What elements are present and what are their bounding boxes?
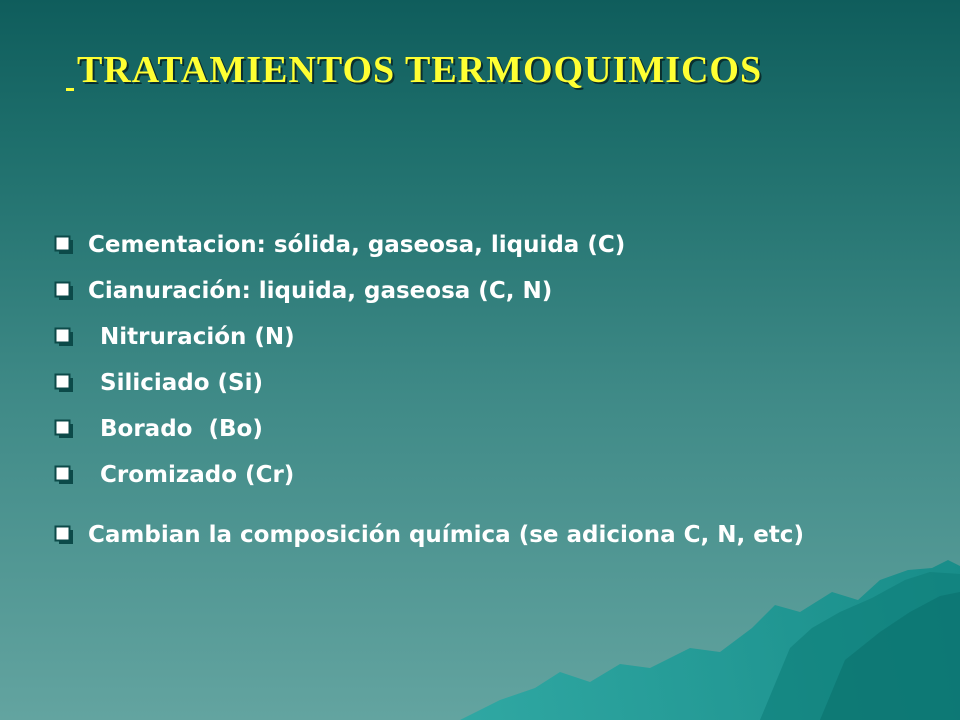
title-dash-mark — [66, 88, 74, 91]
slide-title: TRATAMIENTOS TERMOQUIMICOS — [77, 49, 763, 91]
hollow-square-bullet-icon — [54, 235, 74, 255]
hollow-square-bullet-icon — [54, 525, 74, 545]
hollow-square-bullet-icon — [54, 327, 74, 347]
hollow-square-bullet-icon — [54, 465, 74, 485]
bullet-text: Cambian la composición química (se adiciona C, N, etc) — [88, 522, 804, 548]
bullet-item-nitruracion — [54, 322, 884, 352]
bullet-item-cementacion — [54, 230, 884, 260]
hollow-square-bullet-icon — [54, 281, 74, 301]
bullet-text: Cianuración: liquida, gaseosa (C, N) — [88, 278, 553, 304]
bullet-text: Cromizado (Cr) — [100, 462, 295, 488]
hollow-square-bullet-icon — [54, 373, 74, 393]
bullet-text: Nitruración (N) — [100, 324, 295, 350]
hollow-square-bullet-icon — [54, 419, 74, 439]
bullet-text: Cementacion: sólida, gaseosa, liquida (C) — [88, 232, 626, 258]
bullet-item-siliciado — [54, 368, 884, 398]
bullet-item-cianuracion — [54, 276, 884, 306]
bullet-item-borado — [54, 414, 884, 444]
bullet-item-cambian — [54, 520, 884, 550]
bullet-text: Siliciado (Si) — [100, 370, 263, 396]
bullet-list — [54, 230, 884, 566]
bullet-item-cromizado — [54, 460, 884, 490]
bullet-text: Borado (Bo) — [100, 416, 263, 442]
